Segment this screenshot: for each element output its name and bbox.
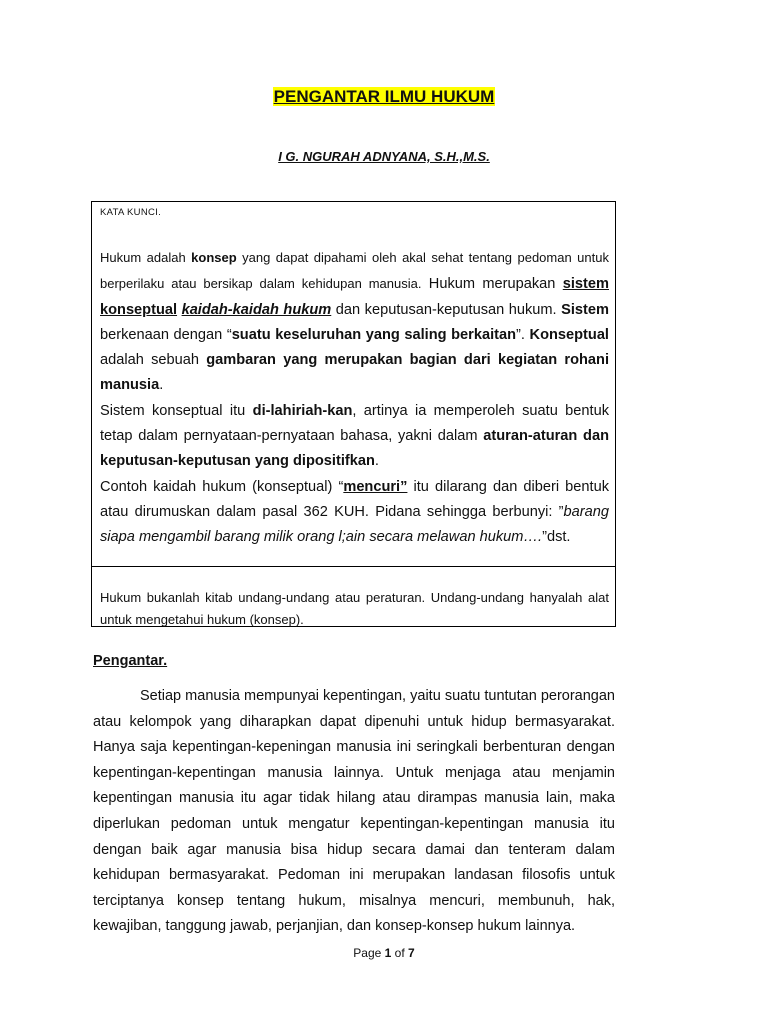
text-run: ”dst.	[542, 529, 571, 546]
bold-term-konseptual: Konseptual	[529, 326, 609, 343]
page-number: 1	[384, 946, 392, 960]
bold-term-sistem: Sistem	[561, 301, 609, 318]
text-run: adalah sebuah	[100, 352, 207, 369]
bold-term-aturan: aturan-aturan dan keputusan-keputusan yang dipositifkan	[100, 428, 610, 470]
of-word: of	[391, 946, 409, 960]
keyword-box-main	[92, 202, 615, 567]
section-paragraph: Setiap manusia mempunyai kepentingan, yaitu suatu tuntutan perorangan atau kelompok yang diharapkan dapat dipenuhi untuk hidup bermasyarakat. Hanya saja kepentingan-kepeningan manusia ini seringkali berbenturan dengan kepentingan-kepentingan manusia lainnya. Untuk menjaga atau menjamin kepentingan manusia itu agar tidak hilang atau dirampas manusia lain, maka diperlukan pedoman untuk mengatur kepentingan-kepentingan manusia itu dengan baik agar manusia bisa hidup secara damai dan tenteram dalam kehidupan bermasyarakat. Pedoman ini merupakan landasan filosofis untuk terciptanya konsep tentang hukum, misalnya mencuri, membunuh, hak, kewajiban, tanggung jawab, perjanjian, dan konsep-konsep hukum lainnya.	[93, 688, 615, 935]
bold-term-konsep: konsep	[191, 250, 237, 265]
bold-term-kaidah-hukum: kaidah-kaidah hukum	[181, 301, 332, 318]
text-run: itu dilarang dan diberi bentuk atau dirumuskan dalam pasal 362 KUH. Pidana sehingga berbunyi: ”	[100, 478, 609, 520]
keyword-paragraph-3	[100, 475, 609, 551]
keyword-label: KATA KUNCI.	[100, 207, 162, 218]
text-run: yang dapat dipahami oleh akal sehat tentang pedoman untuk berperilaku atau bersikap dalam kehidupan manusia.	[100, 250, 609, 292]
italic-quote: barang siapa mengambil barang milik orang l;ain secara melawan hukum….	[100, 503, 609, 546]
bold-term-sistem-konseptual: sistem konseptual	[100, 276, 609, 318]
section-heading: Pengantar.	[93, 653, 168, 669]
page-total: 7	[408, 946, 415, 960]
text-run: ”.	[516, 326, 530, 343]
text-run: Sistem konseptual itu	[100, 402, 253, 419]
text-run: Contoh kaidah hukum (konseptual) “	[100, 478, 344, 495]
bold-term-gambaran: gambaran yang merupakan bagian dari kegiatan rohani manusia	[100, 352, 610, 394]
bold-term-keseluruhan: suatu keseluruhan yang saling berkaitan	[231, 326, 517, 343]
page-word: Page	[353, 946, 385, 960]
document-title	[0, 87, 768, 107]
text-run: , artinya ia memperoleh suatu bentuk tetap dalam pernyataan-pernyataan bahasa, yakni dalam	[100, 402, 609, 445]
text-run: .	[159, 377, 164, 394]
keyword-box	[91, 201, 616, 627]
text-run: .	[374, 453, 379, 470]
bold-term-dilahiriahkan: di-lahiriah-kan	[252, 402, 353, 419]
document-title-text: PENGANTAR ILMU HUKUM	[273, 87, 495, 106]
text-run: dan keputusan-keputusan hukum.	[331, 301, 562, 318]
keyword-paragraph-2	[100, 399, 609, 475]
bold-term-mencuri: mencuri”	[343, 478, 408, 495]
page-footer	[0, 946, 768, 960]
keyword-paragraph-1	[100, 245, 609, 399]
text-run: berkenaan dengan “	[100, 326, 232, 343]
keyword-note: Hukum bukanlah kitab undang-undang atau peraturan. Undang-undang hanyalah alat untuk mengetahui hukum (konsep).	[100, 590, 609, 627]
author-line: I G. NGURAH ADNYANA, S.H.,M.S.	[278, 149, 490, 164]
text-run: Hukum adalah	[100, 250, 192, 265]
keyword-body	[100, 245, 609, 551]
text-run: Hukum merupakan	[421, 276, 563, 293]
